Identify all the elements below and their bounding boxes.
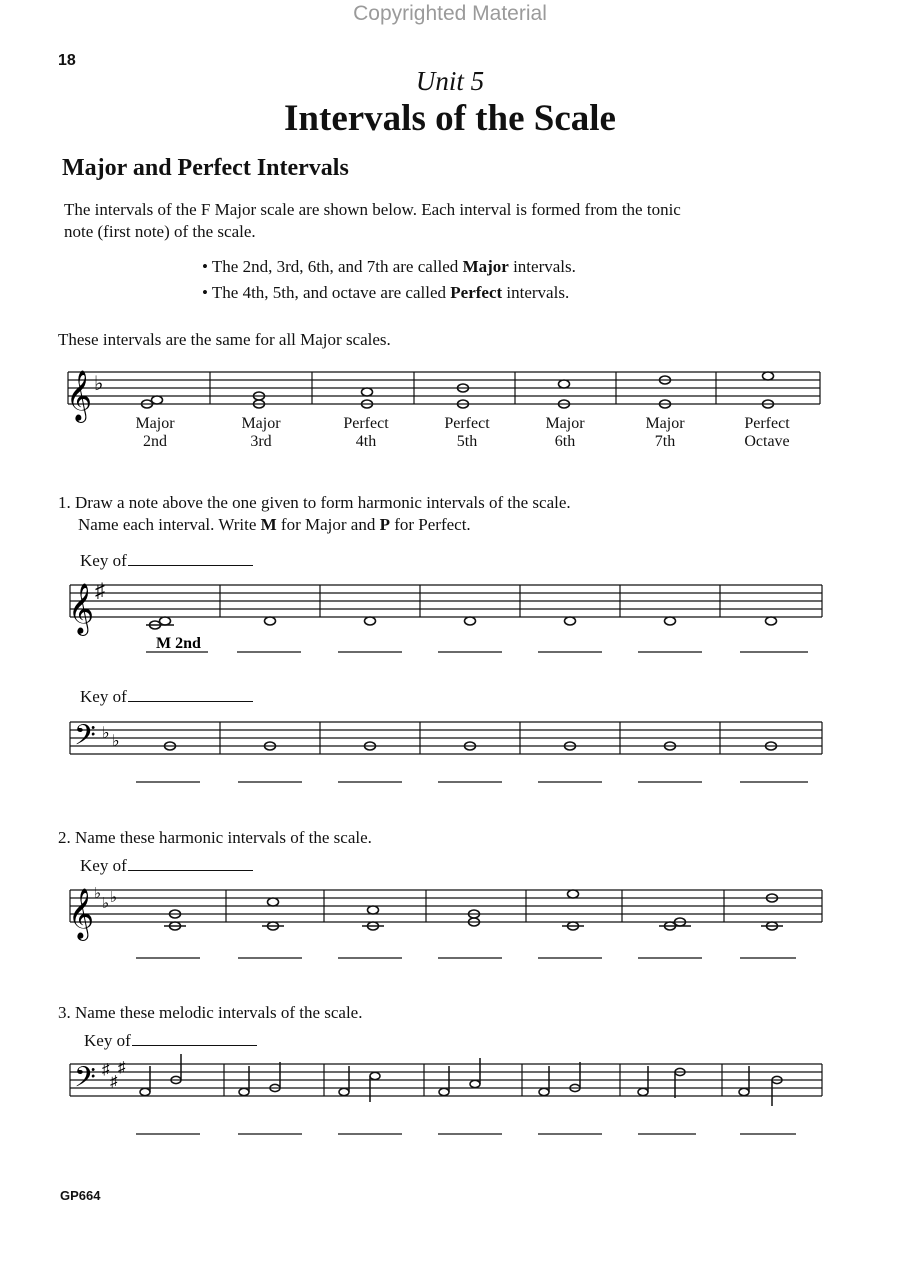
- sharp-icon: ♯: [95, 580, 105, 602]
- sharp-icon: ♯: [118, 1060, 126, 1076]
- interval-label-1-top: Major: [135, 415, 175, 432]
- key-of-blank[interactable]: [128, 565, 253, 566]
- same-for-all-note: These intervals are the same for all Major scales.: [58, 330, 391, 349]
- interval-label-2-bottom: 3rd: [250, 433, 272, 450]
- interval-label-7-top: Perfect: [744, 415, 790, 432]
- sharp-icon: ♯: [102, 1062, 110, 1078]
- key-of-blank[interactable]: [128, 701, 253, 702]
- flat-icon: ♭: [94, 886, 102, 902]
- copyright-watermark: Copyrighted Material: [353, 2, 547, 25]
- section-heading: Major and Perfect Intervals: [62, 155, 349, 181]
- bullet-perfect-pre: • The 4th, 5th, and octave are called: [202, 283, 451, 302]
- key-of-field-2[interactable]: [80, 687, 253, 707]
- key-of-field-3[interactable]: [80, 856, 253, 876]
- flat-icon: ♭: [112, 733, 120, 750]
- sharp-icon: ♯: [110, 1074, 118, 1090]
- interval-label-5-bottom: 6th: [554, 433, 576, 450]
- treble-clef-icon: 𝄞: [68, 584, 95, 633]
- bullet-major-post: intervals.: [508, 257, 576, 276]
- interval-label-2-top: Major: [241, 415, 281, 432]
- key-of-label: Key of: [80, 551, 127, 570]
- key-of-label: Key of: [84, 1031, 131, 1050]
- exercise-1-line-1: 1. Draw a note above the one given to form harmonic intervals of the scale.: [58, 493, 571, 512]
- exercise-2-text: 2. Name these harmonic intervals of the scale.: [58, 828, 372, 847]
- key-of-blank[interactable]: [132, 1045, 257, 1046]
- flat-icon: ♭: [102, 725, 110, 742]
- interval-label-3-top: Perfect: [343, 415, 389, 432]
- example-answer: M 2nd: [156, 635, 201, 652]
- intro-line-2: note (first note) of the scale.: [64, 222, 256, 241]
- flat-icon: ♭: [102, 896, 110, 912]
- exercise-3-text: 3. Name these melodic intervals of the scale.: [58, 1003, 363, 1022]
- staff-exercise-1a: [60, 570, 830, 660]
- bass-clef-icon: 𝄢: [74, 721, 96, 758]
- unit-label: Unit 5: [415, 66, 485, 96]
- ex1-perfect-letter: P: [379, 515, 390, 534]
- ex1-text-a: Name each interval. Write: [78, 515, 261, 534]
- staff-exercise-1b: [60, 708, 830, 788]
- bullet-major-pre: • The 2nd, 3rd, 6th, and 7th are called: [202, 257, 463, 276]
- key-of-field-1[interactable]: [80, 551, 253, 571]
- flat-icon: ♭: [110, 890, 118, 906]
- staff-exercise-2: [60, 876, 830, 966]
- bullet-perfect-bold: Perfect: [450, 283, 503, 302]
- bass-clef-icon: 𝄢: [74, 1063, 96, 1100]
- intro-line-1: The intervals of the F Major scale are shown below. Each interval is formed from the tonic: [64, 200, 681, 219]
- interval-label-6-top: Major: [645, 415, 685, 432]
- key-of-label: Key of: [80, 687, 127, 706]
- key-of-blank[interactable]: [128, 870, 253, 871]
- exercise-1-line-2: [78, 514, 471, 536]
- flat-icon: ♭: [94, 373, 104, 395]
- ex1-text-c: for Major and: [276, 515, 380, 534]
- interval-label-7-bottom: Octave: [744, 433, 790, 450]
- staff-exercise-3: [60, 1050, 830, 1145]
- treble-clef-icon: 𝄞: [68, 889, 95, 938]
- treble-clef-icon: 𝄞: [66, 371, 93, 420]
- ex1-text-e: for Perfect.: [389, 515, 471, 534]
- interval-label-3-bottom: 4th: [355, 433, 377, 450]
- interval-label-6-bottom: 7th: [654, 433, 676, 450]
- interval-label-5-top: Major: [545, 415, 585, 432]
- page-number: 18: [58, 52, 76, 69]
- key-of-field-4[interactable]: [84, 1031, 257, 1051]
- staff-f-major-example: [60, 360, 830, 460]
- bullet-perfect-post: intervals.: [502, 283, 570, 302]
- bullet-major: [202, 257, 576, 277]
- bullet-major-bold: Major: [462, 257, 509, 276]
- key-of-label: Key of: [80, 856, 127, 875]
- interval-label-4-bottom: 5th: [456, 433, 478, 450]
- ex1-major-letter: M: [260, 515, 277, 534]
- interval-label-1-bottom: 2nd: [143, 433, 167, 450]
- footer-code: GP664: [60, 1188, 101, 1203]
- page-title: Intervals of the Scale: [284, 98, 616, 139]
- interval-label-4-top: Perfect: [444, 415, 490, 432]
- bullet-perfect: [202, 283, 569, 303]
